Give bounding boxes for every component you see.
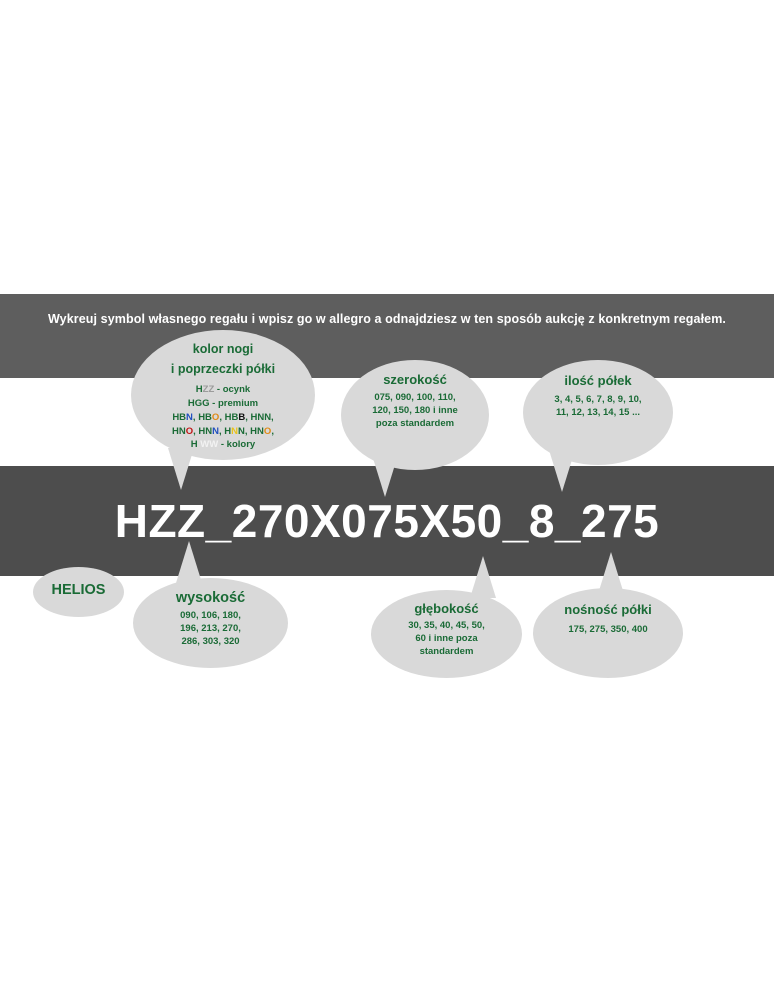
bubble-brand-title: HELIOS	[51, 582, 106, 598]
bubble-tail-glebokosc	[470, 556, 496, 598]
bubble-wysokosc	[133, 578, 288, 668]
instruction-text: Wykreuj symbol własnego regału i wpisz go w allegro a odnajdziesz w ten sposób aukcję z konkretnym regałem.	[47, 312, 726, 326]
bubble-kolor-line-2: HGG - premium	[187, 398, 259, 410]
bubble-wysokosc-title: wysokość	[175, 590, 246, 606]
bubble-glebokosc-line-1: 30, 35, 40, 45, 50,	[408, 620, 485, 631]
bubble-glebokosc	[371, 590, 522, 678]
bubble-wysokosc-line-3: 286, 303, 320	[181, 635, 240, 647]
bubble-kolor-line-1: HZZ - ocynk	[195, 384, 251, 396]
bubble-kolor-title-line1: kolor nogi	[192, 342, 254, 356]
bubble-nosnosc-line-1: 175, 275, 350, 400	[568, 624, 648, 635]
bubble-kolor-line-4: HNO, HNN, HNN, HNO,	[172, 425, 274, 437]
bubble-glebokosc-title: głębokość	[414, 601, 479, 616]
bubble-brand-helios	[33, 567, 124, 617]
bubble-nosnosc-polki	[533, 588, 683, 678]
bubble-szerokosc-title: szerokość	[383, 372, 447, 387]
bubble-kolor-nogi	[131, 330, 315, 460]
bubble-szerokosc-line-1: 075, 090, 100, 110,	[374, 392, 456, 403]
bubble-szerokosc-line-3: poza standardem	[375, 417, 455, 429]
bubble-glebokosc-line-2: 60 i inne poza	[415, 632, 478, 644]
bubble-ilosc-polek-line-1: 3, 4, 5, 6, 7, 8, 9, 10,	[554, 394, 642, 405]
bubble-glebokosc-line-3: standardem	[419, 645, 474, 657]
bubble-ilosc-polek-title: ilość półek	[564, 373, 632, 388]
bubble-kolor-line-5: H WW - kolory	[190, 439, 256, 451]
bubble-kolor-line-3: HBN, HBO, HBB, HNN,	[172, 411, 274, 423]
bubble-szerokosc	[341, 360, 489, 470]
bubble-kolor-title-line2: i poprzeczki półki	[170, 361, 276, 376]
bubble-szerokosc-line-2: 120, 150, 180 i inne	[372, 404, 458, 416]
product-code: HZZ_270X075X50_8_275	[114, 495, 660, 547]
bubble-wysokosc-line-1: 090, 106, 180,	[180, 610, 241, 621]
bubble-wysokosc-line-2: 196, 213, 270,	[180, 622, 241, 634]
bubble-nosnosc-title: nośność półki	[564, 602, 652, 617]
bubble-ilosc-polek	[523, 360, 673, 465]
bubble-ilosc-polek-line-2: 11, 12, 13, 14, 15 ...	[556, 406, 640, 418]
